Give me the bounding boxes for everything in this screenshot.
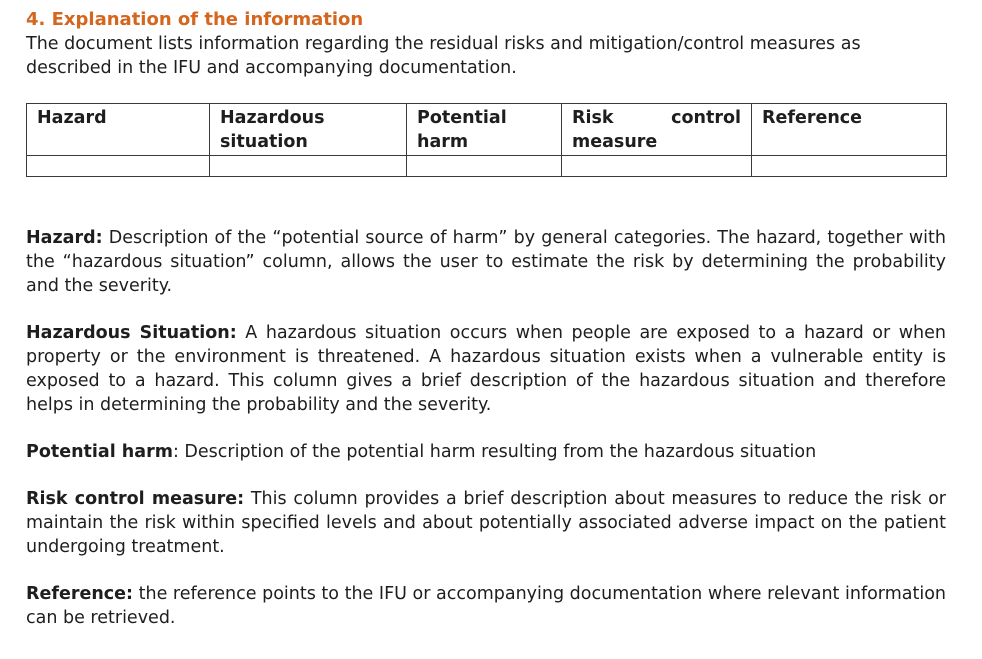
table-cell [210, 156, 407, 177]
table-header-row [27, 104, 947, 156]
definitions-list [26, 226, 946, 653]
definition-text: A hazardous situation occurs when people are exposed to a hazard or when property or the environment is threatened. A hazardous situation exists when a vulnerable entity is exposed to a hazard. This column gives a brief description of the hazardous situation and therefore helps in determining the probability and the severity. [26, 323, 946, 415]
table-row [27, 156, 947, 177]
definition-text: : Description of the potential harm resulting from the hazardous situation [172, 442, 817, 462]
definition-risk-control-measure [26, 487, 946, 559]
table-cell [752, 156, 947, 177]
header-hazardous-situation [210, 104, 407, 156]
section-intro: The document lists information regarding the residual risks and mitigation/control measures as described in the IFU and accompanying documentation. [26, 34, 861, 78]
definition-potential-harm [26, 440, 946, 464]
header-reference [752, 104, 947, 156]
header-control-word: control [671, 108, 741, 128]
header-potential-harm-line1: Potential [417, 108, 507, 128]
table-cell [407, 156, 562, 177]
header-risk-control-line2: measure [572, 132, 658, 152]
section-heading: 4. Explanation of the information [26, 9, 364, 30]
definition-term: Hazardous Situation: [26, 323, 237, 343]
header-reference-label: Reference [762, 108, 863, 128]
risk-table [26, 103, 947, 177]
header-hazardous-situation-line2: situation [220, 132, 308, 152]
definition-term: Hazard: [26, 228, 103, 248]
definition-term: Potential harm [26, 442, 173, 462]
definition-term: Reference: [26, 584, 134, 604]
definition-text: the reference points to the IFU or accompanying documentation where relevant information can be retrieved. [26, 584, 946, 628]
definition-term: Risk control measure: [26, 489, 245, 509]
document-page [26, 8, 947, 628]
definition-text: This column provides a brief description about measures to reduce the risk or maintain the risk within specified levels and about potentially associated adverse impact on the patient undergoing treatment. [26, 489, 947, 557]
header-risk-word: Risk [572, 108, 614, 128]
header-potential-harm-line2: harm [417, 132, 469, 152]
header-hazard-label: Hazard [37, 108, 107, 128]
header-risk-control-measure [562, 104, 752, 156]
header-hazardous-situation-line1: Hazardous [220, 108, 325, 128]
table-cell [562, 156, 752, 177]
definition-text: Description of the “potential source of harm” by general categories. The hazard, together with the “hazardous situation” column, allows the user to estimate the risk by determining the probability and the severity. [26, 228, 946, 296]
header-potential-harm [407, 104, 562, 156]
header-hazard [27, 104, 210, 156]
definition-hazardous-situation [26, 321, 946, 417]
definition-reference [26, 582, 946, 630]
header-risk-control-line1 [572, 106, 741, 130]
table-cell [27, 156, 210, 177]
definition-hazard [26, 226, 946, 298]
